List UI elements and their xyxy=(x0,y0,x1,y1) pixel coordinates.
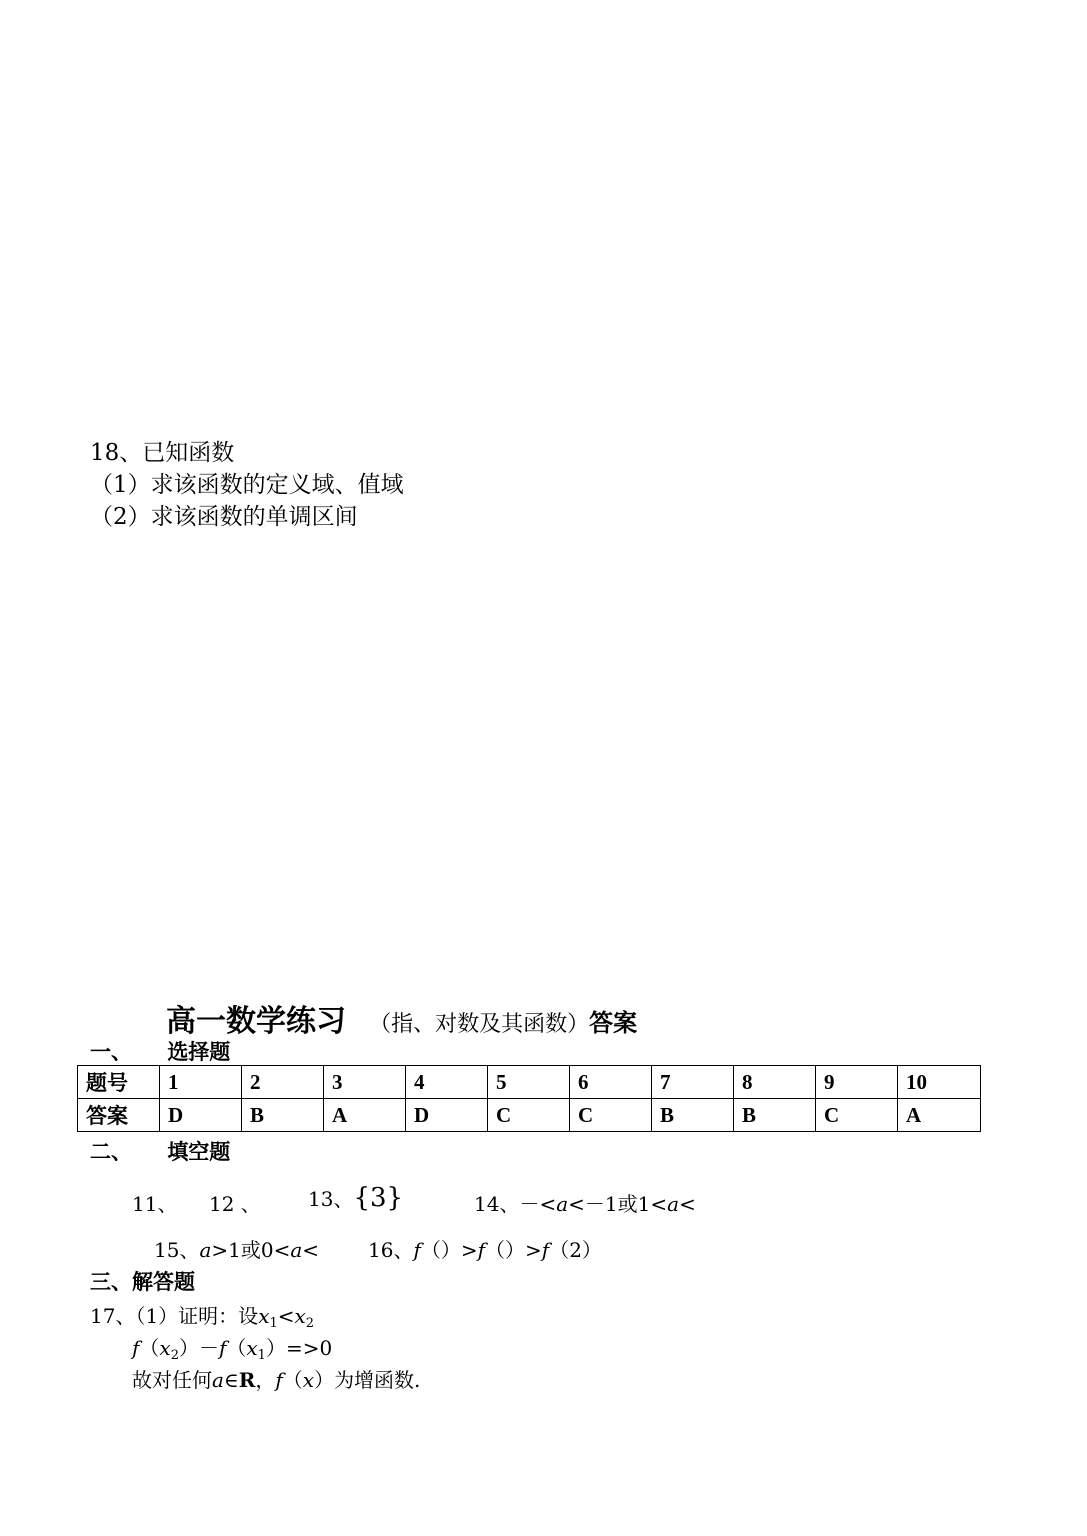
solution-17-prefix: 17、（1）证明：设 xyxy=(90,1304,259,1328)
question-18-stem: 18、已知函数 xyxy=(90,440,235,466)
table-cell: B xyxy=(652,1099,734,1132)
fill-answer-13-value: 3 xyxy=(370,1183,387,1213)
variable-x: x xyxy=(159,1336,171,1360)
variable-a: a xyxy=(212,1368,224,1392)
answer-title xyxy=(166,996,637,1040)
paren: ） xyxy=(265,1336,286,1360)
table-cell: 9 xyxy=(816,1066,898,1099)
variable-x: x xyxy=(246,1336,258,1360)
subscript: 1 xyxy=(257,1348,266,1363)
fill-answer-16-part: （2） xyxy=(549,1238,602,1262)
answer-title-main: 高一数学练习 xyxy=(166,1004,346,1039)
function-f: f xyxy=(218,1336,227,1360)
solution-17-line-2 xyxy=(132,1332,332,1363)
fill-answer-15-part: >1或0< xyxy=(211,1238,291,1262)
fill-answer-11: 11、 xyxy=(132,1192,178,1216)
fill-answer-13 xyxy=(308,1183,403,1213)
solution-17-line-3-suffix: 为增函数. xyxy=(334,1368,421,1392)
function-f: f xyxy=(275,1368,283,1392)
row-header-answer: 答案 xyxy=(78,1099,160,1132)
fill-answer-15-part: < xyxy=(302,1238,320,1262)
comma: ， xyxy=(255,1368,276,1392)
section-fill-label: 填空题 xyxy=(167,1140,231,1164)
section-solve-heading: 三、解答题 xyxy=(90,1270,195,1294)
table-cell: 8 xyxy=(734,1066,816,1099)
solution-17-line-1 xyxy=(90,1300,314,1331)
fill-answer-14-label: 14、 xyxy=(474,1192,520,1216)
section-choice-number: 一、 xyxy=(90,1040,132,1064)
fill-answer-16-part: （）> xyxy=(485,1238,542,1262)
fill-answer-14-part: －< xyxy=(519,1192,557,1216)
variable-a: a xyxy=(667,1192,680,1216)
variable-a: a xyxy=(290,1238,303,1262)
fill-answer-16 xyxy=(368,1234,602,1263)
function-f: f xyxy=(541,1238,550,1262)
fill-answer-15 xyxy=(154,1234,319,1263)
paren: （ xyxy=(226,1336,247,1360)
section-choice-heading xyxy=(90,1036,230,1066)
function-f: f xyxy=(132,1336,140,1360)
fill-answer-14-part: <－1或1< xyxy=(568,1192,668,1216)
table-row-numbers xyxy=(78,1066,981,1099)
paren: （ xyxy=(139,1336,160,1360)
table-cell: 10 xyxy=(898,1066,981,1099)
variable-a: a xyxy=(199,1238,212,1262)
table-cell: 4 xyxy=(406,1066,488,1099)
variable-x: x xyxy=(302,1368,315,1392)
subscript: 2 xyxy=(305,1316,315,1331)
table-cell: B xyxy=(734,1099,816,1132)
minus: － xyxy=(198,1336,219,1360)
table-cell: A xyxy=(898,1099,981,1132)
variable-x: x xyxy=(258,1304,270,1328)
element-of: ∈ xyxy=(223,1368,239,1392)
question-18-part-1: （1）求该函数的定义域、值域 xyxy=(90,472,404,498)
fill-answer-16-label: 16、 xyxy=(368,1238,414,1262)
table-cell: 3 xyxy=(324,1066,406,1099)
fill-answer-15-label: 15、 xyxy=(154,1238,200,1262)
table-cell: D xyxy=(406,1099,488,1132)
variable-a: a xyxy=(556,1192,569,1216)
fill-answer-14-part: < xyxy=(679,1192,696,1216)
fill-answer-16-part: （）> xyxy=(420,1238,478,1262)
variable-x: x xyxy=(294,1304,306,1328)
answer-title-sub: （指、对数及其函数） xyxy=(369,1012,590,1037)
table-cell: 1 xyxy=(160,1066,242,1099)
section-choice-label: 选择题 xyxy=(167,1040,231,1064)
table-cell: D xyxy=(160,1099,242,1132)
table-cell: 5 xyxy=(488,1066,570,1099)
table-cell: A xyxy=(324,1099,406,1132)
table-cell: 7 xyxy=(652,1066,734,1099)
right-brace: } xyxy=(386,1183,404,1213)
table-cell: 6 xyxy=(570,1066,652,1099)
answer-title-suffix: 答案 xyxy=(589,1009,638,1037)
paren: ） xyxy=(314,1368,335,1392)
subscript: 2 xyxy=(170,1348,179,1363)
left-brace: { xyxy=(353,1183,370,1213)
row-header-number: 题号 xyxy=(78,1066,160,1099)
section-fill-number: 二、 xyxy=(90,1140,132,1164)
table-row-answers xyxy=(78,1099,981,1132)
solution-17-line-3 xyxy=(132,1364,420,1393)
table-cell: B xyxy=(242,1099,324,1132)
section-fill-heading xyxy=(90,1136,230,1166)
choice-answer-table xyxy=(77,1065,981,1132)
real-numbers: R xyxy=(238,1368,256,1392)
function-f: f xyxy=(477,1238,486,1262)
table-cell: C xyxy=(570,1099,652,1132)
paren: （ xyxy=(282,1368,303,1392)
solution-17-tail: =>0 xyxy=(285,1336,333,1360)
table-cell: 2 xyxy=(242,1066,324,1099)
less-than: < xyxy=(277,1304,295,1328)
table-cell: C xyxy=(488,1099,570,1132)
fill-answer-14 xyxy=(474,1188,696,1217)
question-18-part-2: （2）求该函数的单调区间 xyxy=(90,504,358,530)
function-f: f xyxy=(413,1238,421,1262)
solution-17-line-3-prefix: 故对任何 xyxy=(132,1368,212,1392)
table-cell: C xyxy=(816,1099,898,1132)
fill-answer-12: 12 、 xyxy=(209,1192,261,1216)
fill-answer-13-label: 13、 xyxy=(308,1187,354,1211)
paren: ） xyxy=(178,1336,199,1360)
subscript: 1 xyxy=(269,1316,278,1331)
